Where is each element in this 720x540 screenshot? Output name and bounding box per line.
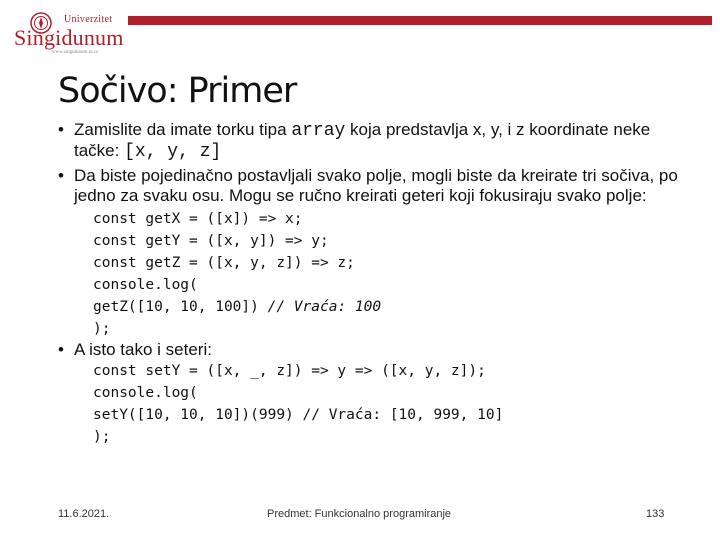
bullet-text: Da biste pojedinačno postavljali svako polje, mogli biste da kreirate tri sočiva, po jedno za svaku osu. Mogu se ručno kreirati geteri koji fokusiraju svako polje: [74,166,678,205]
bullet-tuple [58,120,698,162]
inline-code-array: array [291,121,346,141]
bullet-text: koja predstavlja x, y, i z koordinate neke tačke: [74,120,651,160]
footer-page-number: 133 [646,508,665,520]
code-line: ); [93,429,111,445]
bullet-setters [58,340,698,360]
logo-url-text: www.singidunum.ac.rs [52,50,98,55]
code-line: console.log( [93,385,198,401]
code-line: const setY = ([x, _, z]) => y => ([x, y, z]); [93,363,486,379]
bullet-getters [58,166,698,206]
logo-name-text: Singidunum [14,25,124,50]
slide-content [58,120,698,448]
code-comment: // Vraća: 100 [267,299,382,315]
code-line: ); [93,321,111,337]
slide-title: Sočivo: Primer [58,71,297,111]
bullet-dot: • [58,120,64,139]
logo-univerzitet-text: Univerzitet [64,14,113,25]
bullet-text: A isto tako i seteri: [74,340,212,359]
footer-date: 11.6.2021. [58,508,110,520]
bullet-text: Zamislite da imate torku tipa [74,120,292,139]
bullet-dot: • [58,340,64,359]
code-line: getZ([10, 10, 100]) [93,299,268,315]
code-line: const getX = ([x]) => x; [93,211,303,227]
header-accent-bar [128,16,712,25]
code-comment: // Vraća: [10, 999, 10] [302,407,504,423]
code-line: const getZ = ([x, y, z]) => z; [93,255,355,271]
getters-code-block [93,208,698,340]
bullet-dot: • [58,166,64,185]
footer-subject: Predmet: Funkcionalno programiranje [267,508,452,520]
setters-code-block [93,360,698,448]
code-line: const getY = ([x, y]) => y; [93,233,329,249]
inline-code-xyz: [x, y, z] [124,142,222,162]
code-line: console.log( [93,277,198,293]
code-line: setY([10, 10, 10])(999) [93,407,303,423]
university-logo [12,12,122,58]
